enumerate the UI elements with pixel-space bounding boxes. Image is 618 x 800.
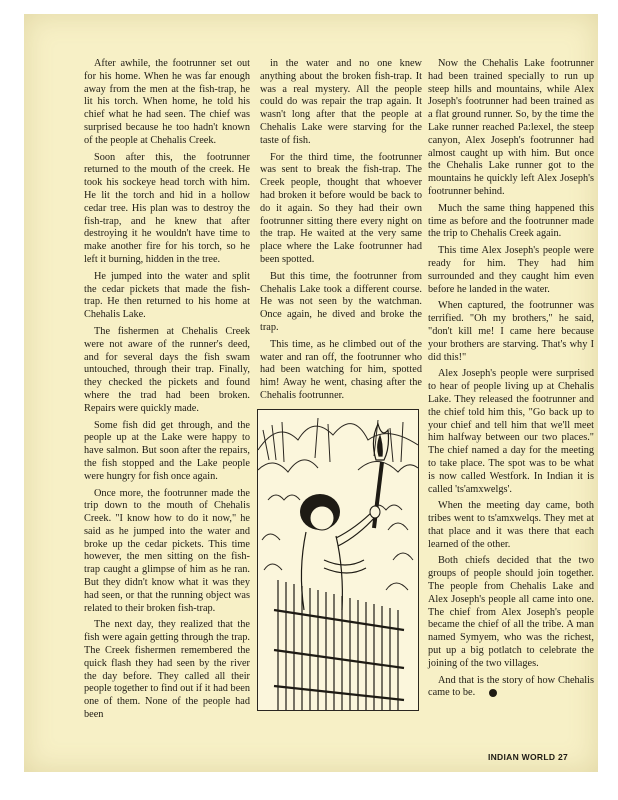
paragraph: Some fish did get through, and the people up at the Lake were happy to have salmon. But soon after the repairs, the fish stopped and the Lake people were hungry for fish once again. — [84, 419, 250, 482]
paragraph: When the meeting day came, both tribes went to ts'amxwelqs. They met at that place and it was there that each learned of the other. — [428, 500, 594, 550]
paragraph: After awhile, the footrunner set out for his home. When he was far enough away from the men at the fish-trap, he lit his torch. When home, he told his chief what he had seen. The chief was surprised because he too hadn't known of the people at Chehalis Creek. — [84, 58, 250, 146]
paragraph: Soon after this, the footrunner returned to the mouth of the creek. He took his sockeye head torch with him. He lit the torch and hid in a hollow cedar tree. His plan was to destroy the fish-trap, and he knew that after destroying it he wouldn't have time to make another fire for his torch, so he left it burning, hidden in the tree. — [84, 151, 250, 265]
paragraph: Once more, the footrunner made the trip down to the mouth of Chehalis Creek. "I know how to do it now," he said as he jumped into the water and broke up the cedar pickets. This time however, the men sitting on the fish-trap caught a glimpse of him as he ran. But they didn't know what it was they had seen, or that the running object was related to their broken fish-trap. — [84, 487, 250, 614]
final-paragraph — [428, 675, 594, 701]
paragraph: But this time, the footrunner from Chehalis Lake took a different course. He was not seen by the watchman. Once again, he dived and broke the trap. — [260, 270, 422, 333]
paragraph: When captured, the footrunner was terrified. "Oh my brothers," he said, "don't kill me! I came here because your brothers are starving. That's why I did this!" — [428, 300, 594, 363]
article-column-2 — [260, 58, 422, 407]
paragraph: This time Alex Joseph's people were ready for him. They had him surrounded and they caught him even before he landed in the water. — [428, 245, 594, 295]
paragraph: The fishermen at Chehalis Creek were not aware of the runner's deed, and for several days the fish swam untouched, through their trap. Finally, they checked the pickets and found where the trad had been broken. Repairs were quickly made. — [84, 325, 250, 414]
paragraph: For the third time, the footrunner was sent to break the fish-trap. The Creek people, thought that whoever had broken it before would be back to do it again. So they had their own footrunner sitting there every night on the trap. He waited at the very same place where the Lake footrunner had been spotted. — [260, 151, 422, 265]
paragraph: Much the same thing happened this time as before and the footrunner made the trip to Chehalis Creek again. — [428, 202, 594, 240]
end-of-story-dot-icon — [489, 689, 497, 697]
illustration-drawing — [258, 410, 418, 710]
magazine-page — [24, 14, 598, 772]
page-footer: INDIAN WORLD 27 — [487, 752, 568, 762]
paragraph: The next day, they realized that the fish were again getting through the trap. The Creek fishermen remembered the quick flash they had seen by the river the day before. They called all their people together to find out if it had been one of them. None of the people had been — [84, 619, 250, 721]
paragraph: in the water and no one knew anything about the broken fish-trap. It was a real mystery. All the people could do was repair the trap again. It wasn't long after that the people at Chehalis Lake were starving for the taste of fish. — [260, 58, 422, 146]
footrunner-illustration — [257, 409, 419, 711]
paragraph: Now the Chehalis Lake footrunner had been trained specially to run up steep hills and mountains, while Alex Joseph's footrunner had been trained as a flat ground runner. So, by the time the Lake runner reached Pa:lexel, the steep canyon, Alex Joseph's footrunner had almost caught up with him. But once the Chehalis Lake runner got to the mountains he quickly left Alex Joseph's footrunner behind. — [428, 58, 594, 197]
paragraph-text: And that is the story of how Chehalis came to be. — [428, 674, 594, 699]
paragraph: This time, as he climbed out of the water and ran off, the footrunner who had been watching for him, spotted him! Away he went, chasing after the Chehalis footrunner. — [260, 338, 422, 401]
paragraph: Both chiefs decided that the two groups of people should join together. The people from Chehalis Lake and Alex Joseph's people all came into one. The chief from Alex Joseph's people became the chief of all the tribe. A man named Symyem, who was the richest, put up a big potlatch to celebrate the joining of the two villages. — [428, 555, 594, 669]
article-column-3 — [428, 58, 594, 704]
article-column-1 — [84, 58, 250, 726]
paragraph: Alex Joseph's people were surprised to hear of people living up at Chehalis Lake. They released the footrunner and the chief told him this, "Go back up to your chief and tell him that we'll meet him halfway between our two places." The chief named a day for the meeting to take place. The spot was to be what is now called Westfork. In Indian it is called 'ts'amxwelgs'. — [428, 368, 594, 495]
paragraph: He jumped into the water and split the cedar pickets that made the fish-trap. He then returned to his home at Chehalis Lake. — [84, 270, 250, 321]
